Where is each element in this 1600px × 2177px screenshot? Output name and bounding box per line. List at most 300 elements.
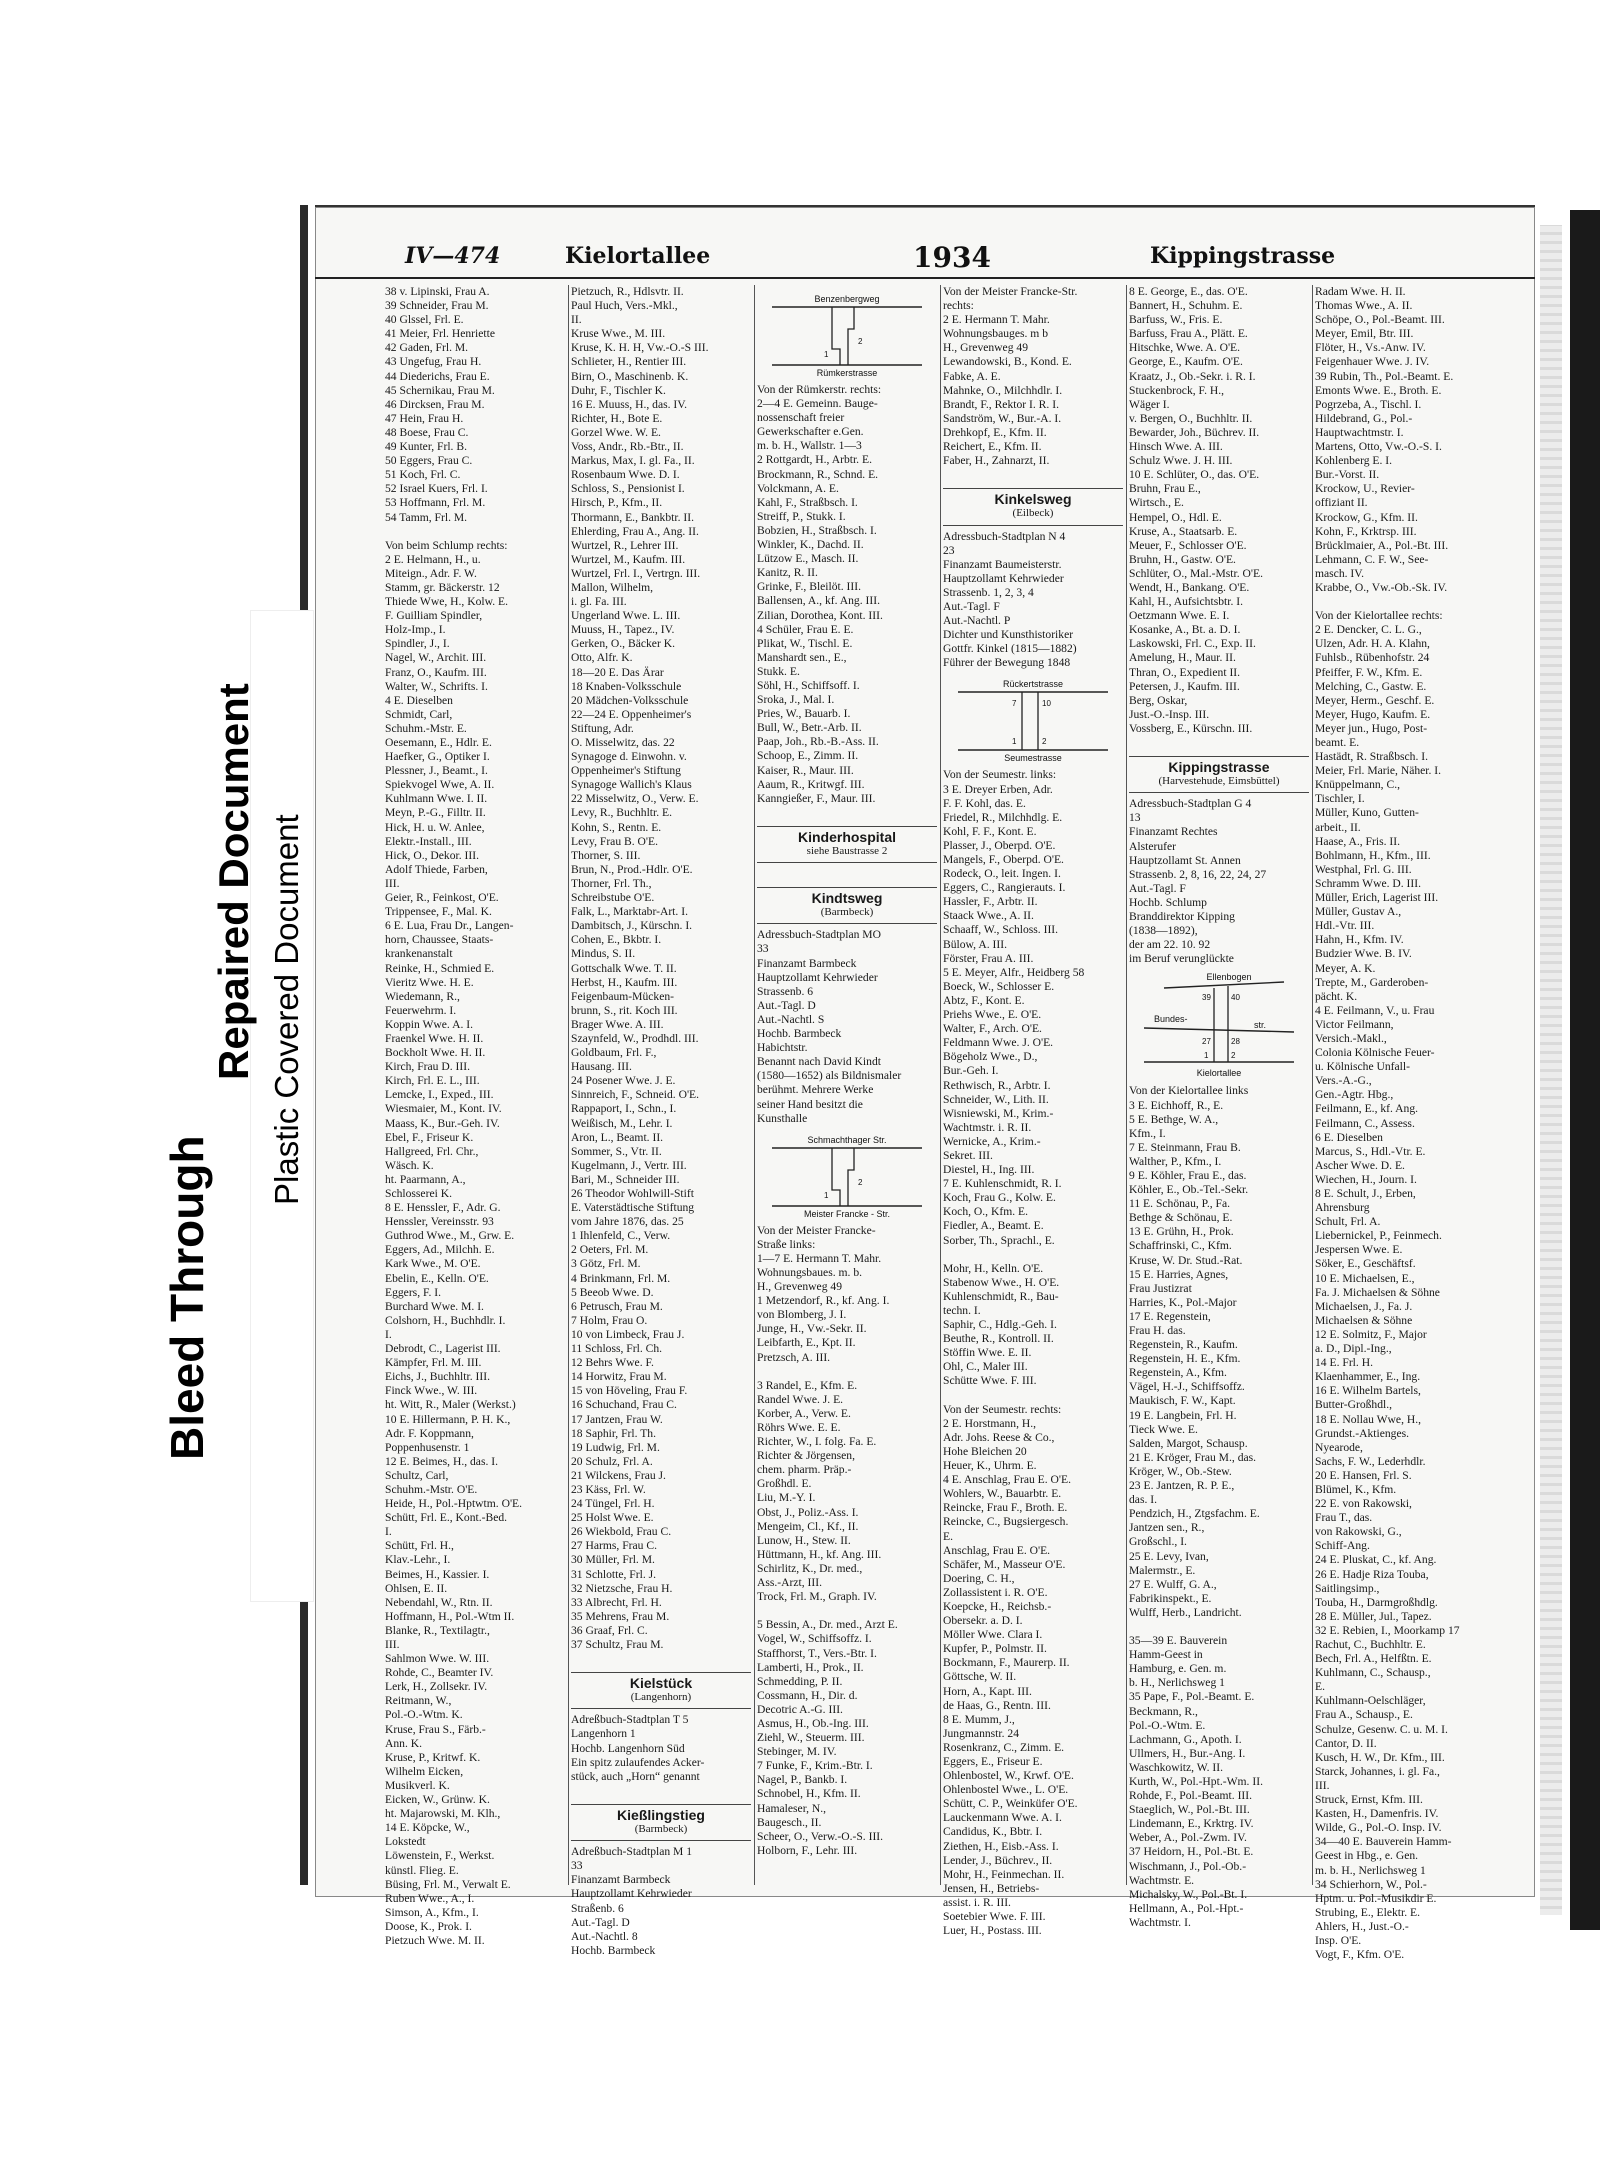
directory-entry: Markus, Max, I. gl. Fa., II. — [571, 454, 695, 468]
directory-entry: Boeck, W., Schlosser E. — [943, 979, 1055, 993]
directory-entry — [571, 1652, 751, 1666]
directory-entry: Beuthe, R., Kontroll. II. — [943, 1332, 1054, 1346]
directory-entry: krankenanstalt — [385, 947, 453, 961]
directory-entry: Bobzien, H., Straßbsch. I. — [757, 523, 877, 537]
directory-entry: Voss, Andr., Rb.-Btr., II. — [571, 440, 684, 454]
directory-entry: 19 E. Langbein, Frl. H. — [1129, 1408, 1237, 1422]
directory-entry: Lauckenmann Wwe. A. I. — [943, 1811, 1062, 1825]
map-street-label: Rückertstrasse — [1002, 679, 1064, 690]
column-1 — [385, 285, 565, 1947]
column-3 — [757, 285, 937, 1885]
directory-entry: Ziehl, W., Steuerm. III. — [757, 1731, 865, 1745]
directory-entry: 8 E. George, E., das. O'E. — [1129, 285, 1248, 298]
directory-entry — [1315, 595, 1495, 609]
directory-entry: Kruse, P., Kritwf. K. — [385, 1750, 481, 1764]
directory-entry: Aut.-Tagl. F — [1129, 881, 1186, 895]
directory-entry: Manshardt sen., E., — [757, 650, 847, 664]
directory-entry: Duhr, F., Tischler K. — [571, 383, 666, 397]
directory-entry: 17 Jantzen, Frau W. — [571, 1412, 663, 1426]
directory-entry: Beimes, H., Kassier. I. — [385, 1567, 490, 1581]
map-house-number: 28 — [1231, 1037, 1240, 1047]
directory-entry: Röhrs Wwe. E. E. — [757, 1421, 841, 1434]
directory-entry: Vers.-A.-G., — [1315, 1074, 1372, 1088]
directory-entry: 18—20 E. Das Ärar — [571, 665, 664, 679]
directory-entry: 33 Albrecht, Frl. H. — [571, 1595, 662, 1609]
directory-entry: Amelung, H., Maur. II. — [1129, 651, 1236, 665]
directory-entry: Gewerkschafter e.Gen. — [757, 425, 864, 439]
directory-entry: 20 Mädchen-Volksschule — [571, 693, 689, 707]
map-street-label: Kielortallee — [1196, 1068, 1242, 1079]
directory-entry: Lender, J., Büchrev., II. — [943, 1853, 1053, 1867]
directory-entry: Poppenhusenstr. 1 — [385, 1440, 470, 1454]
directory-entry: 39 Rubin, Th., Pol.-Beamt. E. — [1315, 369, 1454, 383]
directory-entry: Koepcke, H., Reichsb.- — [943, 1599, 1052, 1613]
directory-entry: Stuckenbrock, F. H., — [1129, 383, 1225, 397]
directory-entry: Jantzen sen., R., — [1129, 1521, 1205, 1535]
directory-entry: Levy, R., Buchhltr. E. — [571, 806, 673, 820]
directory-entry: Feilmann, C., Assess. — [1315, 1116, 1415, 1130]
map-house-number: 27 — [1202, 1037, 1211, 1047]
directory-entry: Finanzamt Rechtes — [1129, 825, 1218, 839]
directory-entry: Straßenb. 6 — [571, 1901, 624, 1915]
directory-entry: 41 Meier, Frl. Henriette — [385, 327, 495, 341]
directory-entry: ht. Witt, R., Maler (Werkst.) — [385, 1398, 516, 1412]
directory-entry: 10 E. Michaelsen, E., — [1315, 1271, 1415, 1285]
directory-entry: Gen.-Agtr. Hbg., — [1315, 1088, 1394, 1102]
directory-entry: Thomas Wwe., A. II. — [1315, 299, 1413, 313]
directory-entry: Adolf Thiede, Farben, — [385, 862, 488, 876]
directory-entry: Kirch, Frl. E. L., III. — [385, 1074, 480, 1088]
street-line — [1022, 692, 1038, 750]
directory-entry: Schütt, C. P., Weinküfer O'E. — [943, 1797, 1078, 1811]
directory-entry: Colonia Kölnische Feuer- — [1315, 1046, 1435, 1060]
directory-entry: Mengeim, Cl., Kf., II. — [757, 1519, 859, 1533]
directory-entry: Barfuss, Frau A., Plätt. E. — [1129, 327, 1248, 341]
directory-entry: vom Jahre 1876, das. 25 — [571, 1215, 684, 1229]
directory-entry: 7 E. Steinmann, Frau B. — [1129, 1140, 1241, 1154]
directory-entry: 2 E. Hermann T. Mahr. — [943, 313, 1050, 327]
directory-entry — [757, 867, 937, 881]
directory-entry: 3 E. Eichhoff, R., E. — [1129, 1098, 1224, 1112]
directory-entry: Kruse, K. H. H, Vw.-O.-S III. — [571, 341, 709, 355]
directory-entry: Beckmann, R., — [1129, 1704, 1198, 1718]
directory-entry: Luer, H., Postass. III. — [943, 1924, 1042, 1938]
directory-entry: Decotric A.-G. III. — [757, 1702, 843, 1716]
directory-entry: 23 E. Jantzen, R. P. E., — [1129, 1479, 1235, 1493]
directory-entry: 53 Hoffmann, Frl. M. — [385, 496, 486, 510]
directory-entry: Adr. F. Koppmann, — [385, 1426, 474, 1440]
directory-entry: 14 E. Köpcke, W., — [385, 1821, 470, 1835]
directory-entry: Wohnungsbauges. m b — [943, 327, 1049, 341]
directory-entry: Hamburg, e. Gen. m. — [1129, 1662, 1227, 1676]
directory-entry: 15 E. Harries, Agnes, — [1129, 1267, 1229, 1281]
directory-entry: Hamaleser, N., — [757, 1801, 827, 1815]
directory-entry: Pol.-O.-Wtm. E. — [1129, 1718, 1206, 1732]
directory-entry: ht. Majarowski, M. Klh., — [385, 1807, 501, 1821]
directory-entry: im Beruf verunglückte — [1129, 952, 1234, 966]
directory-entry: assist. i. R. III. — [943, 1895, 1011, 1909]
directory-entry: Kuhlmann-Oelschläger, — [1315, 1694, 1426, 1708]
directory-entry: 5 Bessin, A., Dr. med., Arzt E. — [757, 1618, 898, 1632]
directory-entry: Wurtzel, M., Kaufm. III. — [571, 552, 686, 566]
directory-entry: Otto, Alfr. K. — [571, 651, 633, 665]
directory-entry: Schütte Wwe. F. III. — [943, 1374, 1037, 1388]
directory-entry: Langenhorn 1 — [571, 1727, 636, 1741]
street-district: (Eilbeck) — [1012, 507, 1054, 520]
directory-entry: Benannt nach David Kindt — [757, 1055, 881, 1069]
directory-entry: Heuer, K., Uhrm. E. — [943, 1459, 1037, 1473]
directory-entry: Kröger, W., Ob.-Stew. — [1129, 1464, 1232, 1478]
directory-entry: 27 Harms, Frau C. — [571, 1539, 657, 1553]
directory-entry: Schuhm.-Mstr. O'E. — [385, 1482, 478, 1496]
directory-entry: Reincke, C., Bugsiergesch. — [943, 1515, 1069, 1529]
page-number: IV—474 — [405, 243, 501, 269]
directory-entry: Frau H. das. — [1129, 1324, 1186, 1337]
street-district: (Barmbeck) — [634, 1823, 688, 1836]
directory-entry — [757, 806, 937, 820]
directory-entry: Musikverl. K. — [385, 1778, 450, 1792]
directory-entry: Reitmann, W., — [385, 1694, 452, 1708]
map-house-number: 2 — [858, 1177, 863, 1187]
directory-entry: Koch, Frau G., Kolw. E. — [943, 1191, 1056, 1205]
directory-entry: Adreßbuch-Stadtplan T 5 — [571, 1713, 689, 1727]
directory-entry: Von der Seumestr. rechts: — [943, 1402, 1062, 1416]
directory-entry: Kruse Wwe., M. III. — [571, 327, 666, 341]
directory-entry: 14 E. Frl. H. — [1315, 1356, 1373, 1370]
directory-entry: 24 Tüngel, Frl. H. — [571, 1497, 655, 1511]
directory-entry: Weber, A., Pol.-Zwm. IV. — [1129, 1831, 1247, 1845]
directory-entry: O. Misselwitz, das. 22 — [571, 736, 675, 749]
directory-entry: Kohn, S., Rentn. E. — [571, 820, 662, 834]
directory-entry: Geest in Hbg., e. Gen. — [1315, 1849, 1419, 1863]
map-house-number: 10 — [1042, 699, 1051, 709]
directory-entry: Salden, Margot, Schausp. — [1129, 1436, 1248, 1450]
directory-entry: 1—7 E. Hermann T. Mahr. — [757, 1251, 882, 1265]
directory-entry: Marcus, S., Hdl.-Vtr. E. — [1315, 1144, 1426, 1158]
directory-entry: Adressbuch-Stadtplan G 4 — [1129, 797, 1252, 811]
directory-entry: Feigenbaum-Mücken- — [571, 989, 675, 1003]
directory-entry: Hoffmann, H., Pol.-Wtm II. — [385, 1609, 515, 1623]
directory-entry: Von der Kielortallee links — [1129, 1084, 1249, 1098]
directory-entry: 18 Saphir, Frl. Th. — [571, 1426, 656, 1440]
directory-entry: Hausang. III. — [571, 1060, 632, 1074]
directory-entry: Großschl., I. — [1129, 1535, 1187, 1549]
directory-entry: Gerken, O., Bäcker K. — [571, 637, 675, 651]
directory-entry: Frau A., Schausp., E. — [1315, 1708, 1413, 1722]
directory-entry: Muuss, H., Tapez., IV. — [571, 623, 675, 637]
directory-entry: Schulze, Gesenw. C. u. M. I. — [1315, 1722, 1448, 1736]
directory-entry: Adreßbuch-Stadtplan M 1 — [571, 1845, 693, 1859]
directory-entry: Ohl, C., Maler III. — [943, 1360, 1028, 1374]
directory-entry: Grinke, F., Bleilöt. III. — [757, 580, 862, 594]
directory-entry: 51 Koch, Frl. C. — [385, 468, 461, 482]
directory-entry: Hick, O., Dekor. III. — [385, 848, 480, 862]
directory-entry: Plessner, J., Beamt., I. — [385, 764, 488, 778]
directory-entry: Jespersen Wwe. E. — [1315, 1243, 1403, 1257]
directory-entry: Aut.-Tagl. D — [757, 998, 816, 1012]
directory-entry: pächt. K. — [1315, 989, 1358, 1003]
directory-entry: Schaffrinski, C., Kfm. — [1129, 1239, 1232, 1253]
directory-entry: Michalsky, W., Pol.-Bt. I. — [1129, 1887, 1248, 1901]
directory-entry: 42 Gaden, Frl. M. — [385, 341, 469, 355]
directory-entry: Spiekvogel Wwe, A. II. — [385, 778, 495, 792]
directory-entry: Reinke, H., Schmied E. — [385, 961, 495, 975]
directory-entry: Rodeck, O., leit. Ingen. I. — [943, 867, 1061, 881]
directory-entry: Wiechen, H., Journ. I. — [1315, 1172, 1417, 1186]
directory-entry: Kruse, A., Staatsarb. E. — [1129, 524, 1238, 538]
directory-entry: 8 E. Mumm, J., — [943, 1712, 1015, 1726]
directory-entry: Laskowski, Frl. C., Exp. II. — [1129, 637, 1256, 651]
directory-entry: Hamm-Geest in — [1129, 1648, 1203, 1662]
street-heading — [757, 826, 937, 863]
directory-entry: Stöffin Wwe. E. II. — [943, 1346, 1032, 1360]
directory-entry: Regenstein, H. E., Kfm. — [1129, 1352, 1241, 1366]
street-district: (Barmbeck) — [820, 906, 874, 919]
directory-entry: Kanngießer, F., Maur. III. — [757, 791, 876, 805]
directory-entry: Ruben Wwe., A., I. — [385, 1891, 475, 1905]
directory-entry: Plikat, W., Tischl. E. — [757, 636, 853, 650]
directory-entry: Stukk. E. — [757, 664, 800, 678]
year-title: 1934 — [913, 241, 991, 274]
directory-entry: Schmidt, Carl, — [385, 707, 453, 721]
directory-entry: 45 Schernikau, Frau M. — [385, 383, 495, 397]
map-house-number: 39 — [1202, 993, 1211, 1003]
directory-entry: b. H., Nerlichsweg 1 — [1129, 1676, 1225, 1690]
directory-entry: Großhdl. E. — [757, 1477, 812, 1491]
directory-entry: der am 22. 10. 92 — [1129, 938, 1211, 952]
directory-entry: Franz, O., Kaufm. III. — [385, 665, 487, 679]
directory-entry: Schöpe, O., Pol.-Beamt. III. — [1315, 313, 1445, 327]
directory-entry: I. — [385, 1525, 392, 1539]
column-divider — [754, 285, 755, 1885]
directory-entry: Alsterufer — [1129, 839, 1176, 853]
directory-entry: Kohlenberg E. I. — [1315, 454, 1393, 468]
directory-entry: Haefker, G., Optiker I. — [385, 750, 490, 764]
directory-entry: 44 Diederichs, Frau E. — [385, 369, 490, 383]
directory-entry: Pretzsch, A. III. — [757, 1350, 831, 1364]
directory-entry: Kurth, W., Pol.-Hpt.-Wm. II. — [1129, 1775, 1263, 1788]
directory-entry: Schlieter, H., Rentier III. — [571, 355, 687, 369]
directory-entry: Rohde, C., Beamter IV. — [385, 1666, 494, 1680]
directory-entry: Kosanke, A., Bt. a. D. I. — [1129, 623, 1241, 637]
map-house-number: 1 — [824, 350, 829, 359]
directory-entry: Trippensee, F., Mal. K. — [385, 905, 492, 919]
directory-entry: a. D., Dipl.-Ing., — [1315, 1342, 1392, 1356]
directory-entry: H., Grevenweg 49 — [943, 341, 1028, 355]
directory-entry: Hauptzollamt Kehrwieder — [943, 571, 1064, 585]
directory-entry: stück, auch „Horn“ genannt — [571, 1769, 700, 1783]
directory-entry: Klav.-Lehr., I. — [385, 1553, 451, 1567]
directory-entry: (1838—1892), — [1129, 924, 1198, 938]
directory-entry: Branddirektor Kipping — [1129, 910, 1235, 924]
directory-entry: i. gl. Fa. III. — [571, 595, 627, 609]
directory-entry: Hochb. Barmbeck — [757, 1027, 842, 1041]
directory-entry: 33 — [757, 942, 769, 956]
directory-entry: 20 Schulz, Frl. A. — [571, 1454, 653, 1468]
column-2 — [571, 285, 751, 1957]
directory-entry: Lunow, H., Stew. II. — [757, 1533, 851, 1547]
directory-entry: Ohlsen, E. II. — [385, 1581, 448, 1595]
directory-entry: Dambitsch, J., Kürschn. I. — [571, 919, 693, 933]
directory-entry: horn, Chaussee, Staats- — [385, 933, 494, 947]
directory-entry: Fuhlsb., Rübenhofstr. 24 — [1315, 651, 1430, 665]
directory-entry: 13 E. Grühn, H., Prok. — [1129, 1225, 1234, 1239]
directory-entry: 39 Schneider, Frau M. — [385, 299, 489, 313]
column-divider — [1312, 285, 1313, 1885]
directory-entry: Bruhn, H., Gastw. O'E. — [1129, 552, 1236, 566]
directory-entry: Wachtmstr. I. — [1129, 1915, 1191, 1929]
directory-entry: Schoop, E., Zimm. II. — [757, 749, 859, 763]
directory-entry: Bockholt Wwe. H. II. — [385, 1046, 486, 1060]
street-name: Kinderhospital — [797, 828, 896, 845]
directory-entry: Ullmers, H., Bur.-Ang. I. — [1129, 1746, 1246, 1760]
directory-entry: Rosenkranz, C., Zimm. E. — [943, 1740, 1065, 1754]
directory-entry: Lokstedt — [385, 1835, 426, 1849]
directory-entry: Ehlerding, Frau A., Ang. II. — [571, 524, 699, 538]
directory-entry: 8 E. Schult, J., Erben, — [1315, 1187, 1416, 1200]
directory-entry: Lamberti, H., Prok., II. — [757, 1660, 864, 1674]
directory-entry: Holz-Imp., I. — [385, 623, 446, 637]
directory-entry: Maass, K., Bur.-Geh. IV. — [385, 1116, 500, 1130]
directory-entry: Grundst.-Aktienges. — [1315, 1426, 1410, 1440]
directory-entry: m. b. H., Nerlichsweg 1 — [1315, 1863, 1426, 1877]
directory-entry: 21 Wilckens, Frau J. — [571, 1468, 666, 1482]
directory-entry: Candidus, K., Bbtr. I. — [943, 1825, 1043, 1839]
directory-entry: Debrodt, C., Lagerist III. — [385, 1342, 501, 1356]
directory-entry: Obst, J., Poliz.-Ass. I. — [757, 1505, 859, 1519]
directory-entry: Pfeiffer, F. W., Kfm. E. — [1315, 665, 1423, 679]
directory-entry: Von der Meister Francke-Str. — [943, 285, 1078, 298]
directory-entry: 22 Misselwitz, O., Verw. E. — [571, 792, 699, 806]
directory-entry: Aut.-Nachtl. S — [757, 1012, 825, 1026]
directory-entry: Abtz, F., Kont. E. — [943, 993, 1025, 1007]
directory-entry: Koppin Wwe. A. I. — [385, 1017, 474, 1031]
directory-entry: 6 E. Lua, Frau Dr., Langen- — [385, 919, 514, 933]
directory-entry: Wäsch. K. — [385, 1158, 434, 1172]
directory-entry: Colshorn, H., Buchhdlr. I. — [385, 1313, 506, 1327]
directory-entry: 19 Ludwig, Frl. M. — [571, 1440, 660, 1454]
directory-entry: Rachut, C., Buchhltr. E. — [1315, 1638, 1426, 1651]
directory-entry: Hochb. Schlump — [1129, 895, 1207, 909]
directory-entry: Mangels, F., Oberpd. O'E. — [943, 853, 1064, 866]
directory-entry: Stebinger, M. IV. — [757, 1745, 837, 1759]
directory-entry: I. — [385, 1327, 392, 1341]
directory-entry: Kohn, F., Krktrsp. III. — [1315, 524, 1417, 538]
directory-entry: Zollassistent i. R. O'E. — [943, 1585, 1048, 1599]
directory-entry: Müller, Kuno, Gutten- — [1315, 806, 1419, 820]
street-heading — [757, 887, 937, 924]
directory-entry: 36 Graaf, Frl. C. — [571, 1623, 648, 1637]
directory-entry: 4 E. Dieselben — [385, 693, 453, 707]
directory-entry: Sekret. III. — [943, 1148, 993, 1162]
directory-entry: 18 E. Nollau Wwe, H., — [1315, 1412, 1422, 1426]
directory-entry: 25 Holst Wwe. E. — [571, 1511, 654, 1525]
directory-entry: Doose, K., Prok. I. — [385, 1919, 472, 1933]
directory-entry: Von der Meister Francke- — [757, 1223, 876, 1237]
directory-entry: Hauptzollamt St. Annen — [1129, 853, 1241, 867]
street-name: Kippingstrasse — [1168, 759, 1270, 776]
directory-entry: Walther, P., Kfm., I. — [1129, 1154, 1222, 1168]
column-divider — [568, 285, 569, 1885]
directory-entry: Reichert, E., Kfm. II. — [943, 440, 1042, 454]
directory-entry: 23 — [943, 543, 955, 557]
directory-entry: Ulzen, Adr. H. A. Klahn, — [1315, 637, 1430, 651]
directory-entry: Möller Wwe. Clara I. — [943, 1628, 1043, 1642]
map-house-number: 40 — [1231, 993, 1240, 1003]
directory-entry: 6 Petrusch, Frau M. — [571, 1299, 663, 1313]
directory-entry: Rohde, F., Pol.-Beamt. III. — [1129, 1789, 1253, 1803]
directory-entry: 33 — [571, 1859, 583, 1873]
directory-entry: Ziethen, H., Eisb.-Ass. I. — [943, 1839, 1059, 1853]
directory-entry: Blümel, K., Kfm. — [1315, 1482, 1397, 1496]
directory-entry: Feilmann, E., kf. Ang. — [1315, 1102, 1419, 1116]
directory-entry: Cossmann, H., Dir. d. — [757, 1688, 858, 1702]
directory-entry: Knüppelmann, C., — [1315, 778, 1401, 792]
directory-entry: 13 — [1129, 811, 1141, 825]
directory-entry: 4 E. Anschlag, Frau E. O'E. — [943, 1473, 1071, 1487]
directory-entry: Wulff, Herb., Landricht. — [1129, 1605, 1242, 1619]
directory-entry: Kämpfer, Frl. M. III. — [385, 1356, 482, 1370]
directory-entry: Spindler, J., I. — [385, 637, 450, 651]
directory-entry: Starck, Johannes, i. gl. Fa., — [1315, 1764, 1440, 1778]
column-divider — [1126, 285, 1127, 1885]
directory-entry: Regenstein, R., Kaufm. — [1129, 1338, 1238, 1352]
directory-entry: Radam Wwe. H. II. — [1315, 285, 1406, 298]
directory-entry: Paap, Joh., Rb.-B.-Ass. II. — [757, 735, 879, 749]
directory-entry: Vogt, F., Kfm. O'E. — [1315, 1948, 1405, 1962]
directory-entry: Henssler, Vereinsstr. 93 — [385, 1215, 494, 1229]
directory-entry: Bockmann, F., Maurerp. II. — [943, 1656, 1070, 1670]
directory-entry: Tieck Wwe. E. — [1129, 1422, 1198, 1436]
directory-entry: Guthrod Wwe., M., Grw. E. — [385, 1229, 515, 1243]
directory-entry: Geier, R., Feinkost, O'E. — [385, 891, 499, 905]
directory-entry: nossenschaft freier — [757, 411, 845, 425]
directory-entry: Büsing, Frl. M., Verwalt E. — [385, 1877, 511, 1891]
directory-entry: 47 Hein, Frau H. — [385, 411, 464, 425]
map-street-label: Seumestrasse — [1004, 753, 1062, 764]
directory-entry: Mindus, S. II. — [571, 947, 636, 961]
directory-entry: Bari, M., Schneider III. — [571, 1172, 680, 1186]
directory-entry: Eggers, C., Rangierauts. I. — [943, 881, 1066, 895]
street-name: Kießlingstieg — [617, 1806, 705, 1823]
directory-entry: Schneider, W., Lith. II. — [943, 1092, 1049, 1106]
directory-entry: Stamm, gr. Bäckerstr. 12 — [385, 580, 500, 594]
directory-entry: Cantor, D. II. — [1315, 1736, 1377, 1750]
directory-entry: Elektr.-Install., III. — [385, 834, 472, 848]
directory-entry: Schäfer, M., Masseur O'E. — [943, 1557, 1066, 1571]
directory-entry: Lindemann, E., Krktrg. IV. — [1129, 1817, 1254, 1831]
directory-entry: Flöter, H., Vs.-Anw. IV. — [1315, 341, 1426, 355]
directory-entry: berühmt. Mehrere Werke — [757, 1083, 874, 1097]
directory-entry: Feuerwehrm. I. — [385, 1003, 457, 1017]
directory-entry: 4 Brinkmann, Frl. M. — [571, 1271, 671, 1285]
directory-entry — [1129, 1620, 1309, 1634]
directory-entry: Schultz, Carl, — [385, 1468, 449, 1482]
directory-entry: Vieritz Wwe. H. E. — [385, 975, 474, 989]
directory-entry: Bech, Frl. A., Helfßtn. E. — [1315, 1652, 1432, 1666]
directory-entry: Von beim Schlump rechts: — [385, 538, 508, 552]
directory-entry: Waschkowitz, W. II. — [1129, 1760, 1224, 1774]
directory-entry: Hassler, F., Arbtr. II. — [943, 895, 1038, 909]
directory-entry: Jensen, H., Betriebs- — [943, 1881, 1040, 1895]
directory-entry: Schloss, S., Pensionist I. — [571, 482, 685, 496]
directory-entry: Wohnungsbaues. m. b. — [757, 1265, 863, 1279]
directory-entry: 35—39 E. Bauverein — [1129, 1634, 1228, 1648]
directory-entry: Meuer, F., Schlosser O'E. — [1129, 538, 1247, 552]
directory-entry: Emonts Wwe. E., Broth. E. — [1315, 383, 1442, 397]
directory-entry: Wirtsch., E. — [1129, 496, 1184, 510]
directory-entry: Pogrzeba, A., Tischl. I. — [1315, 397, 1422, 411]
